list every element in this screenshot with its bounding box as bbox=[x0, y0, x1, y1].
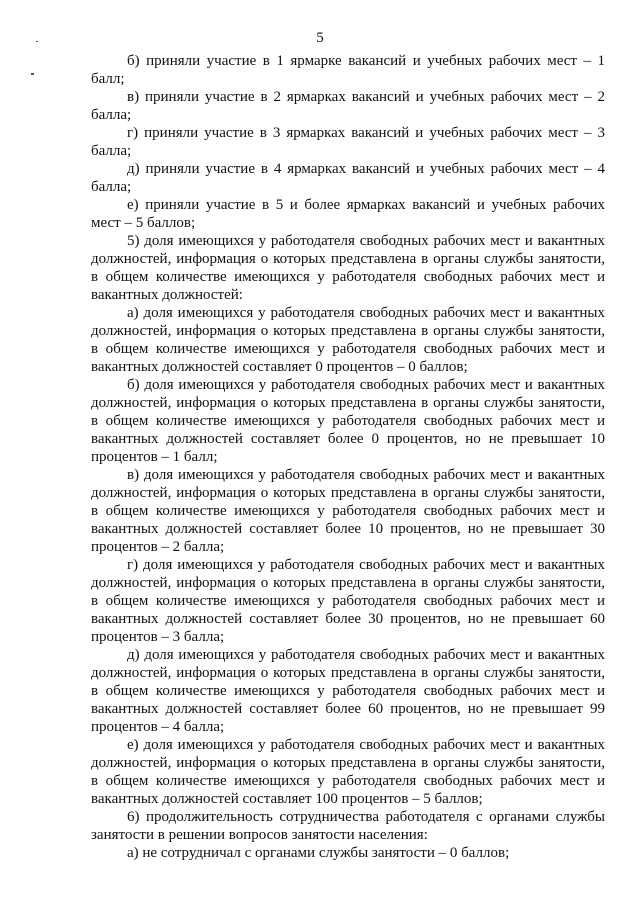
paragraph-cooperation-a: а) не сотрудничал с органами службы занятости – 0 баллов; bbox=[127, 845, 510, 861]
paragraph-share-e: е) доля имеющихся у работодателя свободных рабочих мест и вакантных должностей, информация о которых представлена в органы службы занятости, в общем количестве имеющихся у работодателя свободных рабочих мест и вакантных должностей составляет 100 процентов – 5 баллов; bbox=[91, 737, 605, 807]
scan-speck bbox=[31, 73, 34, 75]
page-number: 5 bbox=[316, 30, 324, 46]
paragraph-criterion-5: 5) доля имеющихся у работодателя свободных рабочих мест и вакантных должностей, информация о которых представлена в органы службы занятости, в общем количестве имеющихся у работодателя свободных рабочих мест и вакантных должностей: bbox=[91, 233, 605, 303]
paragraph-share-a: а) доля имеющихся у работодателя свободных рабочих мест и вакантных должностей, информация о которых представлена в органы службы занятости, в общем количестве имеющихся у работодателя свободных рабочих мест и вакантных должностей составляет 0 процентов – 0 баллов; bbox=[91, 305, 605, 375]
paragraph-share-d: д) доля имеющихся у работодателя свободных рабочих мест и вакантных должностей, информация о которых представлена в органы службы занятости, в общем количестве имеющихся у работодателя свободных рабочих мест и вакантных должностей составляет более 60 процентов, но не превышает 99 процентов – 4 балла; bbox=[91, 647, 605, 735]
paragraph-criterion-6: 6) продолжительность сотрудничества работодателя с органами службы занятости в решении вопросов занятости населения: bbox=[91, 809, 605, 843]
paragraph-share-v: в) доля имеющихся у работодателя свободных рабочих мест и вакантных должностей, информация о которых представлена в органы службы занятости, в общем количестве имеющихся у работодателя свободных рабочих мест и вакантных должностей составляет более 10 процентов, но не превышает 30 процентов – 2 балла; bbox=[91, 467, 605, 555]
paragraph-share-b: б) доля имеющихся у работодателя свободных рабочих мест и вакантных должностей, информация о которых представлена в органы службы занятости, в общем количестве имеющихся у работодателя свободных рабочих мест и вакантных должностей составляет более 0 процентов, но не превышает 10 процентов – 1 балл; bbox=[91, 377, 605, 465]
paragraph-item-d-4: д) приняли участие в 4 ярмарках вакансий и учебных рабочих мест – 4 балла; bbox=[91, 161, 605, 195]
document-body bbox=[91, 52, 605, 862]
paragraph-item-v-2: в) приняли участие в 2 ярмарках вакансий и учебных рабочих мест – 2 балла; bbox=[91, 89, 605, 123]
paragraph-item-b-1: б) приняли участие в 1 ярмарке вакансий и учебных рабочих мест – 1 балл; bbox=[91, 53, 605, 87]
paragraph-item-g-3: г) приняли участие в 3 ярмарках вакансий и учебных рабочих мест – 3 балла; bbox=[91, 125, 605, 159]
paragraph-item-e-5: е) приняли участие в 5 и более ярмарках вакансий и учебных рабочих мест – 5 баллов; bbox=[91, 197, 605, 231]
paragraph-share-g: г) доля имеющихся у работодателя свободных рабочих мест и вакантных должностей, информация о которых представлена в органы службы занятости, в общем количестве имеющихся у работодателя свободных рабочих мест и вакантных должностей составляет более 30 процентов, но не превышает 60 процентов – 3 балла; bbox=[91, 557, 605, 645]
